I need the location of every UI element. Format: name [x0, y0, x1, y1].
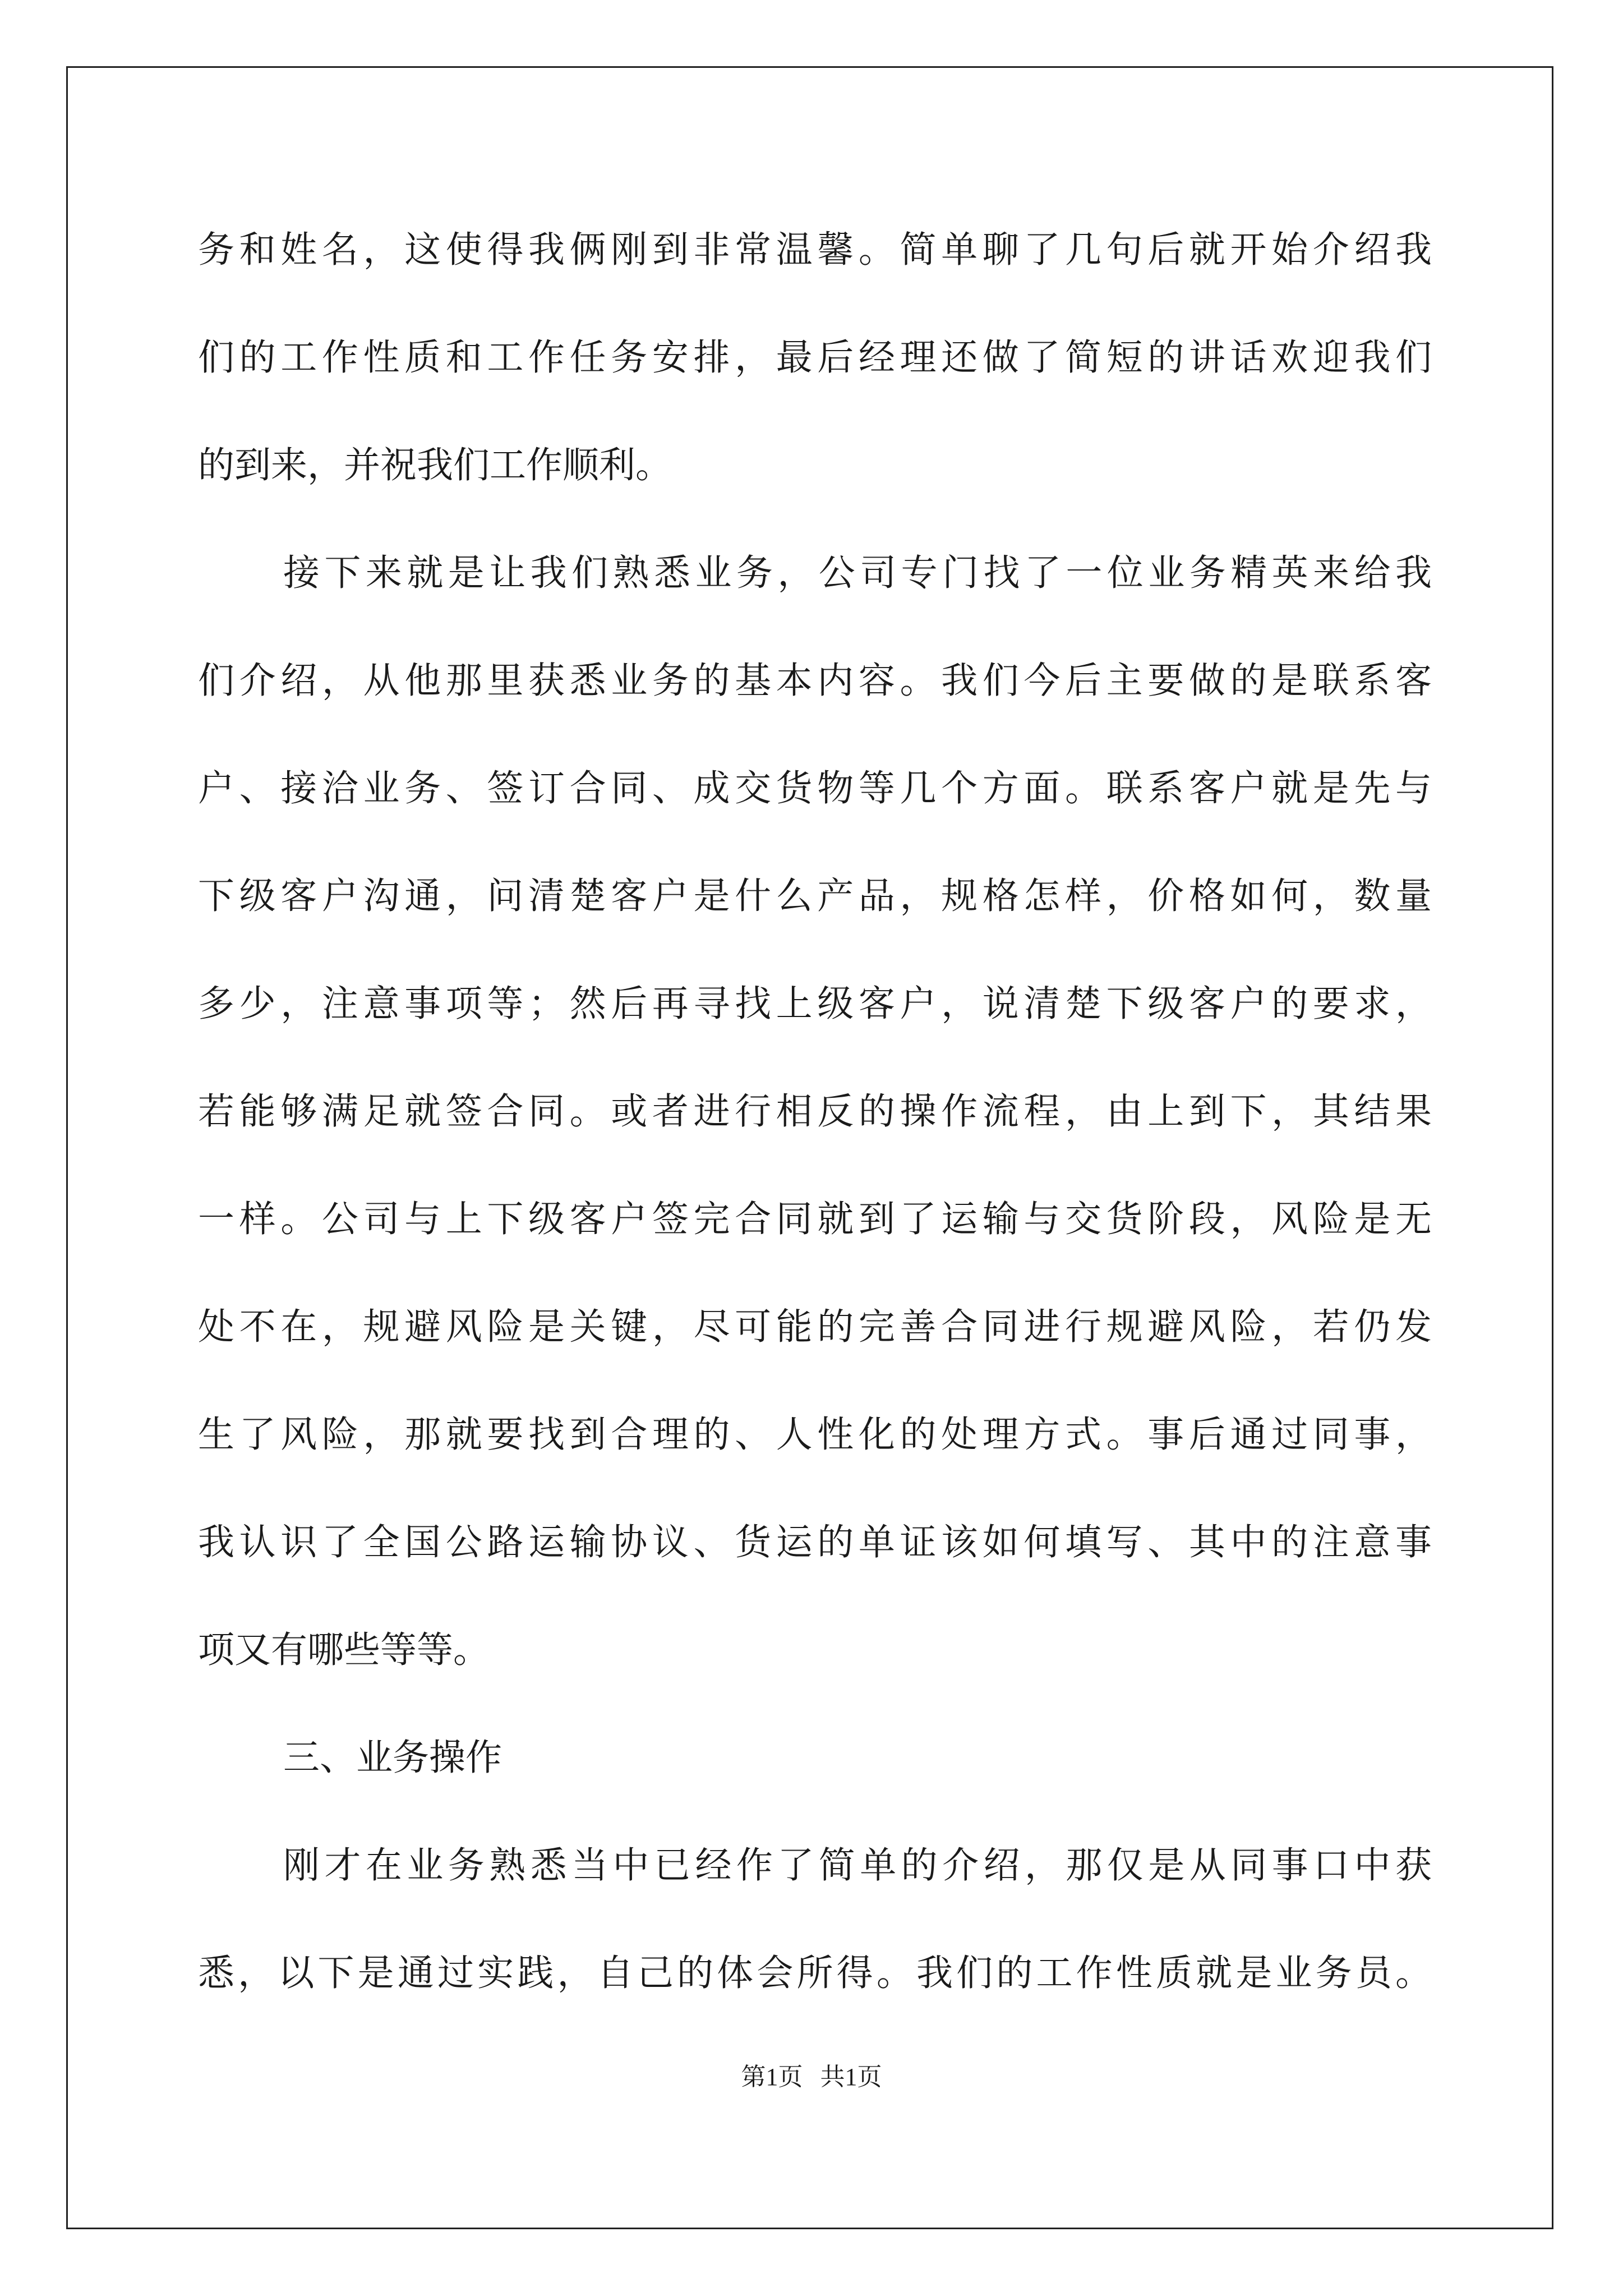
page-footer — [0, 2062, 1623, 2093]
paragraph-line: 一样。公司与上下级客户签完合同就到了运输与交货阶段，风险是无 — [198, 1198, 1432, 1240]
page-border — [66, 66, 1553, 2229]
section-heading: 三、业务操作 — [283, 1737, 502, 1779]
paragraph-line: 们介绍，从他那里获悉业务的基本内容。我们今后主要做的是联系客 — [198, 660, 1432, 702]
paragraph-line: 户、接洽业务、签订合同、成交货物等几个方面。联系客户就是先与 — [198, 767, 1432, 809]
paragraph-line: 刚才在业务熟悉当中已经作了简单的介绍，那仅是从同事口中获 — [283, 1844, 1432, 1887]
paragraph-line: 多少，注意事项等；然后再寻找上级客户，说清楚下级客户的要求， — [198, 983, 1432, 1025]
paragraph-line: 接下来就是让我们熟悉业务，公司专门找了一位业务精英来给我 — [283, 552, 1432, 594]
page-total: 共1页 — [820, 2063, 882, 2091]
paragraph-line: 项又有哪些等等。 — [198, 1629, 490, 1671]
paragraph-line: 处不在，规避风险是关键，尽可能的完善合同进行规避风险，若仍发 — [198, 1306, 1432, 1348]
paragraph-line: 们的工作性质和工作任务安排，最后经理还做了简短的讲话欢迎我们 — [198, 337, 1432, 379]
paragraph-line: 下级客户沟通，问清楚客户是什么产品，规格怎样，价格如何，数量 — [198, 875, 1432, 917]
page-number: 第1页 — [741, 2063, 803, 2091]
paragraph-line: 生了风险，那就要找到合理的、人性化的处理方式。事后通过同事， — [198, 1414, 1432, 1456]
paragraph-line: 的到来，并祝我们工作顺利。 — [198, 444, 672, 486]
paragraph-line: 我认识了全国公路运输协议、货运的单证该如何填写、其中的注意事 — [198, 1521, 1432, 1563]
paragraph-line: 务和姓名，这使得我俩刚到非常温馨。简单聊了几句后就开始介绍我 — [198, 229, 1432, 271]
paragraph-line: 悉，以下是通过实践，自己的体会所得。我们的工作性质就是业务员。 — [198, 1952, 1432, 1994]
paragraph-line: 若能够满足就签合同。或者进行相反的操作流程，由上到下，其结果 — [198, 1091, 1432, 1133]
